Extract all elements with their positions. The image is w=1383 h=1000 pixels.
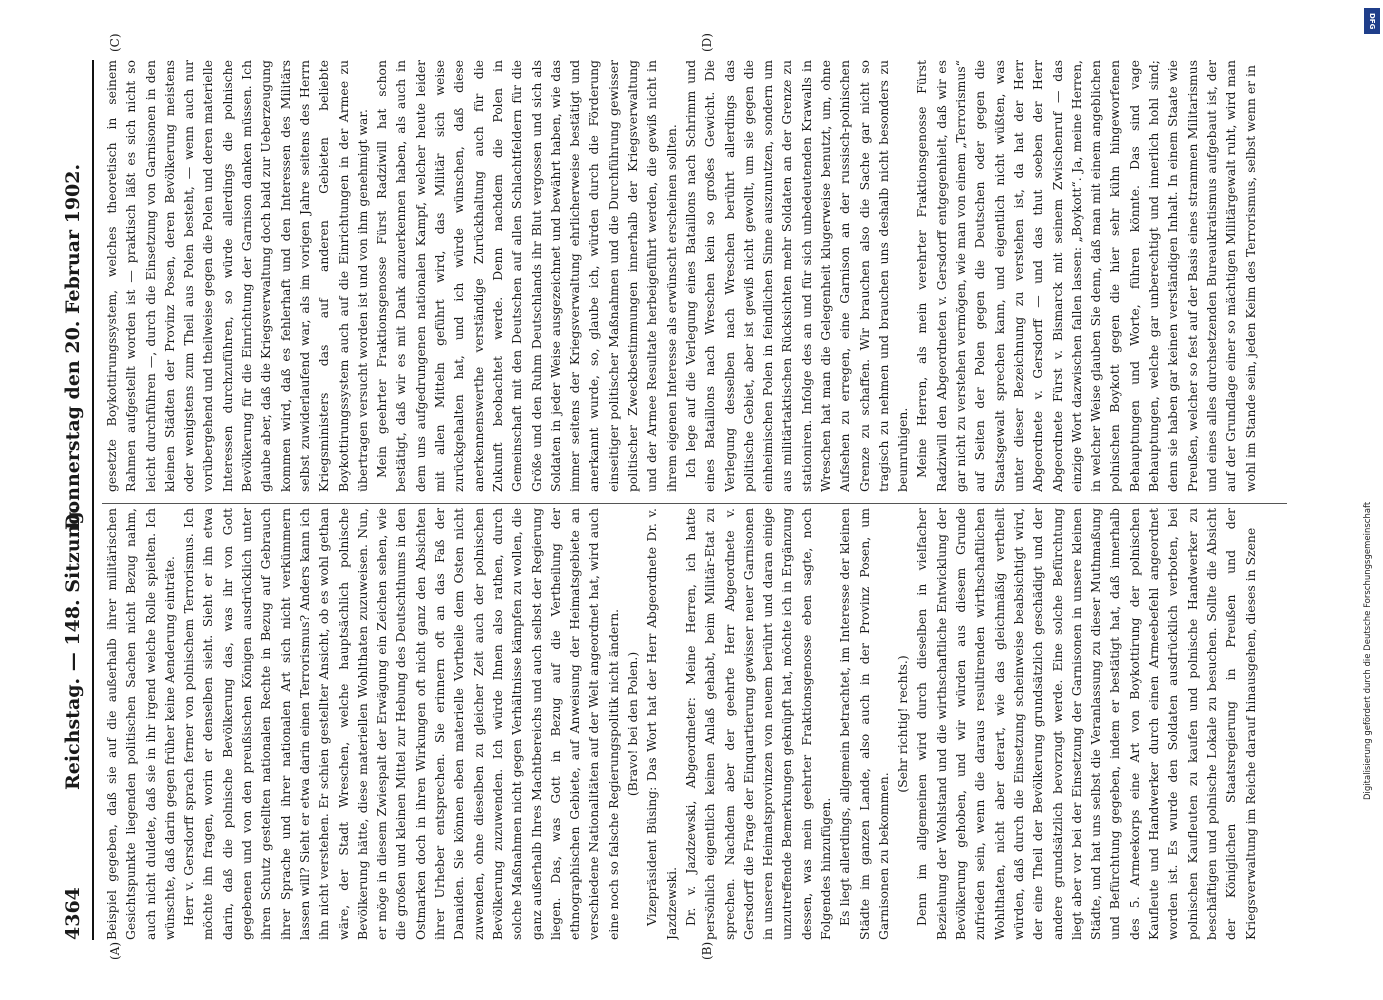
paragraph: gesetzte Boykottirungssystem, welches theoretisch in seinem Rahmen aufgestellt worden ist — praktisch läßt es sich nicht so leicht durchführen —, durch die Einsetzung von Garnisonen in den kleinen Städten der Provinz Posen, deren Bevölkerung meistens oder wenigstens zum Theil aus Polen besteht, — wenn auch nur vorübergehend und theilweise gegen die Polen und deren materielle Interessen durchzuführen, so würde allerdings die polnische Bevölkerung für die Einrichtung der Garnison danken müssen. Ich glaube aber, daß die Kriegsverwaltung doch bald zur Ueberzeugung kommen wird, daß es fehlerhaft und den Interessen des Militärs selbst zuwiderlaufend war, als im vorigen Jahre seitens des Herrn Kriegsministers das auf anderen Gebieten beliebte Boykottirungssystem auch auf die Einrichtungen in der Armee zu übertragen versucht worden ist und von ihm genehmigt war. xyxy=(104,60,370,492)
margin-marker-d: (D) xyxy=(700,33,714,52)
paragraph: Dr. v. Jazdzewski, Abgeordneter: Meine Herren, ich hatte persönlich eigentlich keinen Anlaß gehabt, beim Militär-Etat zu sprechen. Nachdem aber der geehrte Herr Abgeordnete v. Gersdorff die Frage der Einquartierung gewisser neuer Garnisonen in unseren Heimatsprovinzen von neuem berührt und daran einige unzutreffende Bemerkungen geknüpft hat, möchte ich in Ergänzung dessen, was mein geehrter Fraktionsgenosse eben sagte, noch Folgendes hinzufügen. xyxy=(682,508,833,940)
paragraph: Ich lege auf die Verlegung eines Bataillons nach Schrimm und eines Bataillons nach Wreschen kein so großes Gewicht. Die Verlegung desselben nach Wreschen berührt allerdings das politische Gebiet, aber ist gewiß nicht gewollt, um sie gegen die einheimischen Polen in feindlichen Sinne auszunutzen, sondern um aus militärtaktischen Rücksichten mehr Soldaten an der Grenze zu stationiren. Infolge des an und für sich unbedeutenden Krawalls in Wreschen hat man die Gelegenheit klugerweise benutzt, um, ohne Aufsehen zu erregen, eine Garnison an der russisch-polnischen Grenze zu schaffen. Wir brauchen also die Sache gar nicht so tragisch zu nehmen und brauchen uns deshalb nicht besonders zu beunruhigen. xyxy=(682,60,911,492)
paragraph: Beispiel gegeben, daß sie auf die außerhalb ihrer militärischen Gesichtspunkte liegenden politischen Sachen nicht Bezug nahm, auch nicht duldete, daß sie in ihr irgend welche Rolle spielten. Ich wünschte, daß darin gegen früher keine Aenderung einträte. xyxy=(104,508,177,940)
column-divider xyxy=(102,503,1287,504)
interjection: (Sehr richtig! rechts.) xyxy=(895,655,911,793)
margin-marker-c: (C) xyxy=(108,33,122,52)
speaker-announcement: Vizepräsident Büsing: Das Wort hat der Herr Abgeordnete Dr. v. Jazdzewski. xyxy=(644,508,679,940)
left-column xyxy=(102,508,1287,940)
digitization-note: Digitalisierung gefördert durch die Deutsche Forschungsgemeinschaft xyxy=(1363,501,1373,800)
margin-marker-b: (B) xyxy=(700,941,714,960)
session-title: Reichstag. — 148. Sitzung. xyxy=(62,504,84,790)
paragraph: Herr v. Gersdorff sprach ferner von polnischem Terrorismus. Ich möchte ihn fragen, worin er denselben sieht. Sieht er ihn etwa darin, daß die polnische Bevölkerung das, was ihr von Gott gegebenen und von den preußischen Königen ausdrücklich unter ihren Schutz gestellten nationalen Rechte in Bezug auf Gebrauch ihrer Sprache und ihrer nationalen Art sich nicht verkümmern lassen will? Sieht er etwa darin einen Terrorismus? Anders kann ich ihn nicht verstehen. Er schien gestellter Ansicht, ob es wohl gethan wäre, der Stadt Wreschen, welche hauptsächlich polnische Bevölkerung hätte, diese materiellen Wohlthaten zuzuweisen. Nun, er möge in diesem Zwiespalt der Erwägung ein Zeichen sehen, wie die großen und kleinen Mittel zur Hebung des Deutschthums in den Ostmarken doch in ihren Wirkungen oft nicht ganz den Absichten ihrer Urheber entsprechen. Sie erinnern oft an das Faß der Danaiden. Sie können eben materielle Vortheile dem Osten nicht zuwenden, ohne dieselben zu gleicher Zeit auch der polnischen Bevölkerung zuzuwenden. Ich würde Ihnen also rathen, durch solche Maßnahmen nicht gegen Verhältnisse kämpfen zu wollen, die ganz außerhalb Ihres Machtbereichs und auch selbst der Regierung liegen. Das, was Gott in Bezug auf die Vertheilung der ethnographischen Gebiete, auf Anweisung der Heimatsgebiete an verschiedene Nationalitäten auf der Welt angeordnet hat, wird auch eine noch so falsche Regierungspolitik nicht ändern. xyxy=(181,508,621,940)
session-date: Donnerstag den 20. Februar 1902. xyxy=(62,163,84,530)
paragraph: Mein geehrter Fraktionsgenosse Fürst Radziwill hat schon bestätigt, daß wir es mit Dank anzuerkennen haben, als auch in dem uns aufgedrungenen nationalen Kampf, welcher heute leider mit allen Mitteln geführt wird, das Militär sich weise zurückgehalten hat, und ich würde wünschen, daß diese anerkennenswerthe verständige Zurückhaltung auch für die Zukunft beobachtet werde. Denn nachdem die Polen in Gemeinschaft mit den Deutschen auf allen Schlachtfeldern für die Größe und den Ruhm Deutschlands ihr Blut vergossen und sich als Soldaten in jeder Weise ausgezeichnet und bewährt haben, wie das immer seitens der Kriegsverwaltung ehrlicherweise bestätigt und anerkannt wurde, so, glaube ich, würden durch die Förderung einseitiger politischer Maßnahmen und die Durchführung gewisser politischer Zweckbestimmungen innerhalb der Kriegsverwaltung und der Armee Resultate herbeigeführt werden, die gewiß nicht in ihrem eigenen Interesse als erwünscht erscheinen sollten. xyxy=(374,60,679,492)
paragraph: Denn im allgemeinen wird durch dieselben in vielfacher Beziehung der Wohlstand und die wirthschaftliche Entwicklung der Bevölkerung gehoben, und wir würden aus diesem Grunde zufrieden sein, wenn die daraus resultirenden wirthschaftlichen Wohlthaten, nicht aber derart, wie das gleichmäßig vertheilt würden, daß durch die Einsetzung scheinweise beabsichtigt wird, der eine Theil der Bevölkerung grundsätzlich geschädigt und der andere grundsätzlich bevorzugt werde. Eine solche Befürchtung liegt aber vor bei der Einsetzung der Garnisonen in unsere kleinen Städte, und hat uns selbst die Veranlassung zu dieser Muthmaßung und Befürchtung gegeben, indem er bestätigt hat, daß innerhalb des 5. Armeekorps eine Art von Boykottirung der polnischen Kaufleute und Handwerker durch einen Armeebefehl angeordnet worden ist. Es wurde den Soldaten ausdrücklich verboten, bei polnischen Kaufleuten zu kaufen und polnische Handwerker zu beschäftigen und polnische Lokale zu besuchen. Sollte die Absicht der Königlichen Staatsregierung in Preußen und der Kriegsverwaltung im Reiche darauf hinausgehen, dieses in Szene xyxy=(914,508,1258,940)
header-rule xyxy=(92,60,94,940)
paragraph: Meine Herren, als mein verehrter Fraktionsgenosse Fürst Radziwill den Abgeordneten v. Gersdorff entgegenhielt, daß wir es gar nicht zu verstehen vermögen, wie man von einem „Terrorismus“ auf Seiten der Polen gegen die Deutschen oder gegen die Staatsgewalt sprechen kann, und eigentlich nicht wüßten, was unter dieser Bezeichnung zu verstehen ist, da hat der Herr Abgeordnete v. Gersdorff — und das thut soeben der Herr Abgeordnete Fürst v. Bismarck mit seinem Zwischenruf — das einzige Wort dazwischen fallen lassen: „Boykott“. Ja, meine Herren, in welcher Weise glauben Sie denn, daß man mit einem angeblichen polnischen Boykott gegen die hier sehr kühn hingeworfenen Behauptungen und Worte, führen könnte. Das sind vage Behauptungen, welche gar unberechtigt und innerlich hohl sind; denn sie haben gar keinen verständigen Inhalt. In einem Staate wie Preußen, welcher so fest auf der Basis eines strammen Militarismus und eines alles durchsetzenden Bureaukratismus aufgebaut ist, der auf der Grundlage einer so mächtigen Militärgewalt ruht, wird man wohl im Stande sein, jeden Keim des Terrorismus, selbst wenn er in xyxy=(914,60,1258,492)
dfg-logo: DFG xyxy=(1364,8,1380,34)
interjection: (Bravo! bei den Polen.) xyxy=(625,651,641,797)
right-column xyxy=(102,60,1287,492)
margin-marker-a: (A) xyxy=(108,941,122,960)
paragraph: Es liegt allerdings, allgemein betrachtet, im Interesse der kleinen Städte im ganzen Lande, also auch in der Provinz Posen, um Garnisonen zu bekommen. xyxy=(837,508,891,940)
page-number: 4364 xyxy=(62,887,84,940)
